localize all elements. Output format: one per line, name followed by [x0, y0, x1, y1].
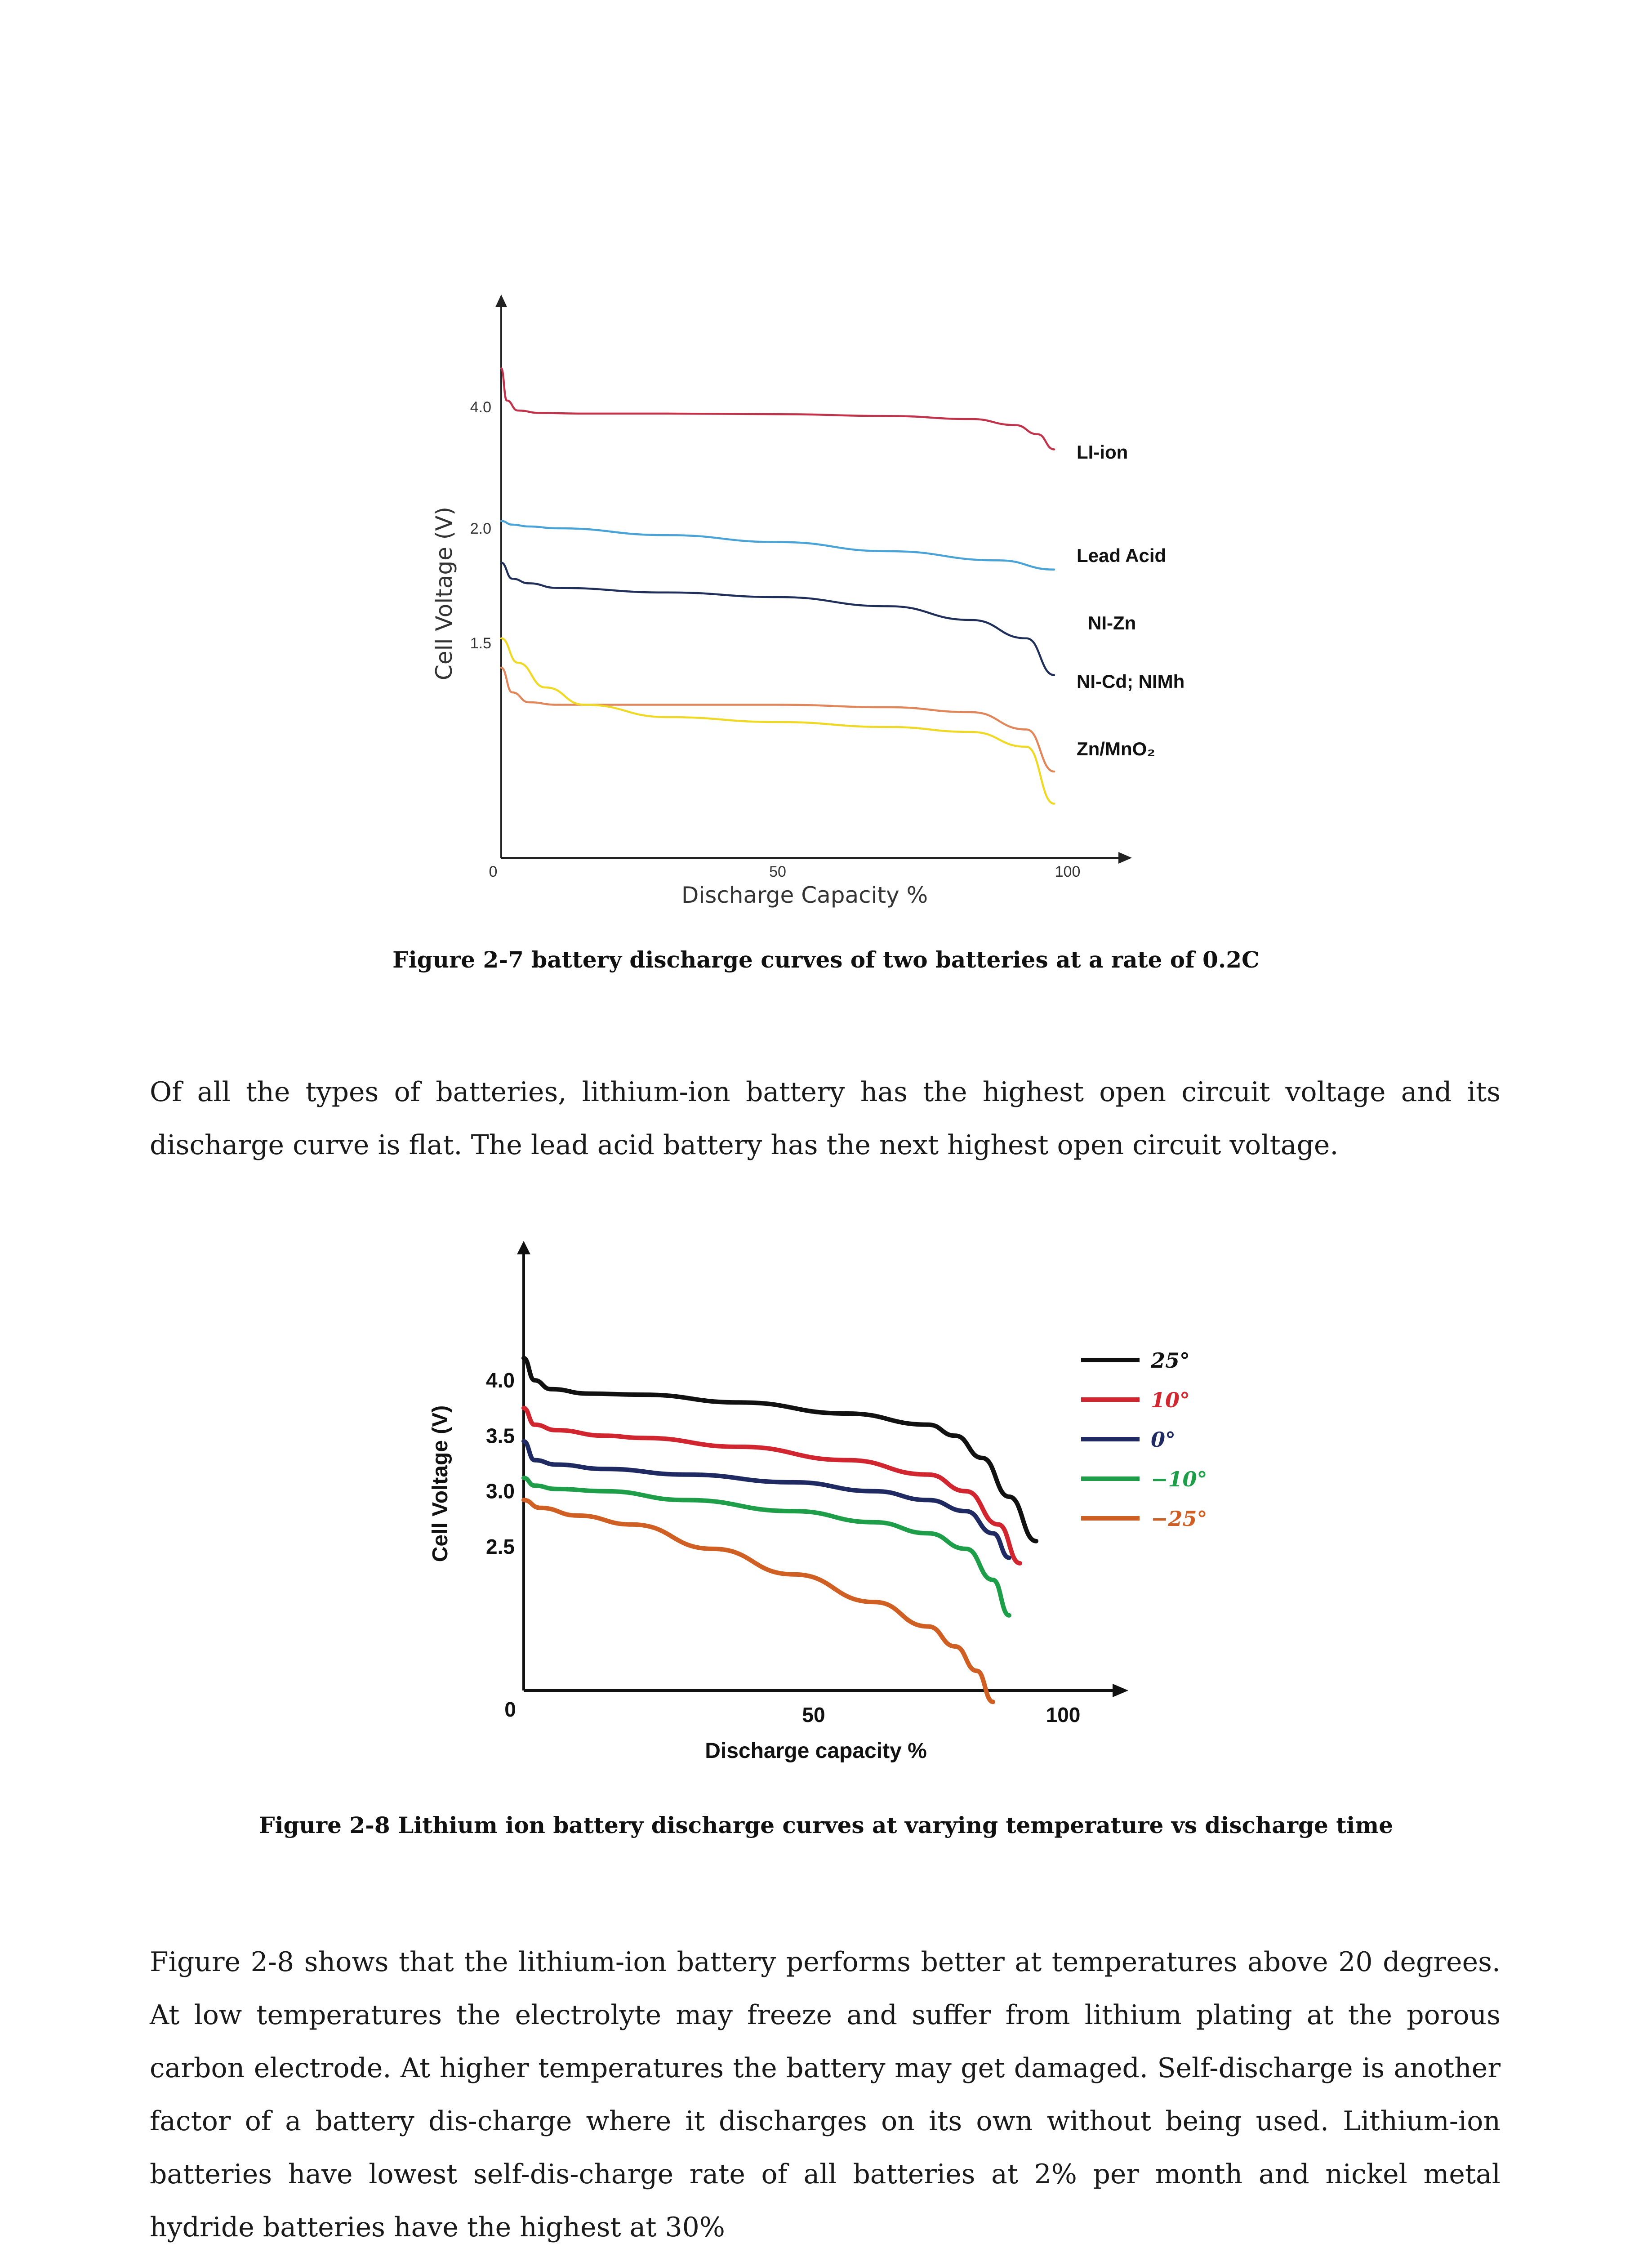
y-tick-label: 3.5	[486, 1424, 515, 1448]
legend-label: 0°	[1151, 1427, 1176, 1452]
y-tick-label: 2.0	[470, 520, 491, 537]
x-tick-label: 0	[504, 1698, 516, 1721]
y-tick-label: 1.5	[470, 635, 491, 652]
series-line	[501, 668, 1054, 772]
y-tick-label: 4.0	[470, 399, 491, 416]
x-tick-label: 100	[1046, 1703, 1081, 1726]
figure-2-8-caption: Figure 2-8 Lithium ion battery discharge curves at varying temperature vs discharge time	[258, 1812, 1394, 1838]
y-axis-arrow-icon	[517, 1241, 530, 1254]
series-label: LI-ion	[1077, 442, 1128, 463]
series-line	[524, 1441, 1009, 1558]
y-axis-arrow-icon	[495, 294, 507, 307]
y-axis-label: Cell Voltage (V)	[428, 1405, 452, 1562]
series-line	[501, 563, 1054, 675]
x-axis-label: Discharge capacity %	[705, 1739, 927, 1763]
series-line	[524, 1500, 993, 1702]
series-line	[524, 1478, 1009, 1615]
x-tick-label: 100	[1055, 863, 1081, 880]
legend-label: 10°	[1151, 1388, 1190, 1412]
paragraph-1: Of all the types of batteries, lithium-ion battery has the highest open circuit voltage and its discharge curve is flat. The lead acid battery has the next highest open circuit voltage.	[150, 1076, 1501, 1161]
y-axis-label: Cell Voltage (V)	[431, 506, 457, 681]
x-axis-arrow-icon	[1118, 852, 1132, 864]
x-axis-label: Discharge Capacity %	[681, 882, 928, 908]
figure-2-7-chart	[0, 270, 1652, 944]
x-tick-label: 50	[769, 863, 786, 880]
series-line	[501, 521, 1054, 570]
series-label: Lead Acid	[1077, 545, 1167, 566]
y-tick-label: 4.0	[486, 1369, 515, 1392]
figure-2-8-chart	[0, 1214, 1652, 1798]
legend-label: 25°	[1151, 1348, 1190, 1373]
series-label: NI-Cd; NIMh	[1077, 671, 1185, 692]
legend-label: −10°	[1151, 1467, 1207, 1491]
temperature-discharge-chart	[0, 1214, 1652, 1798]
legend-label: −25°	[1151, 1507, 1207, 1531]
series-line	[501, 638, 1054, 804]
y-tick-label: 2.5	[486, 1535, 515, 1558]
y-tick-label: 3.0	[486, 1479, 515, 1503]
discharge-curves-chart	[0, 270, 1652, 944]
series-label: NI-Zn	[1088, 612, 1136, 633]
x-axis-arrow-icon	[1113, 1684, 1128, 1697]
series-line	[501, 368, 1054, 449]
x-tick-label: 50	[802, 1703, 825, 1726]
x-tick-label: 0	[489, 863, 498, 880]
figure-2-7-caption: Figure 2-7 battery discharge curves of two batteries at a rate of 0.2C	[392, 946, 1260, 973]
paragraph-2: Figure 2-8 shows that the lithium-ion battery performs better at temperatures above 20 degrees. At low temperatures the electrolyte may freeze and suffer from lithium plating at the porous carbon electrode. At higher temperatures the battery may get damaged. Self-discharge is another factor of a battery dis-charge where it discharges on its own without being used. Lithium-ion batteries have lowest self-dis-charge rate of all batteries at 2% per month and nickel metal hydride batteries have the highest at 30%	[150, 1946, 1501, 2243]
series-label: Zn/MnO₂	[1077, 738, 1155, 759]
